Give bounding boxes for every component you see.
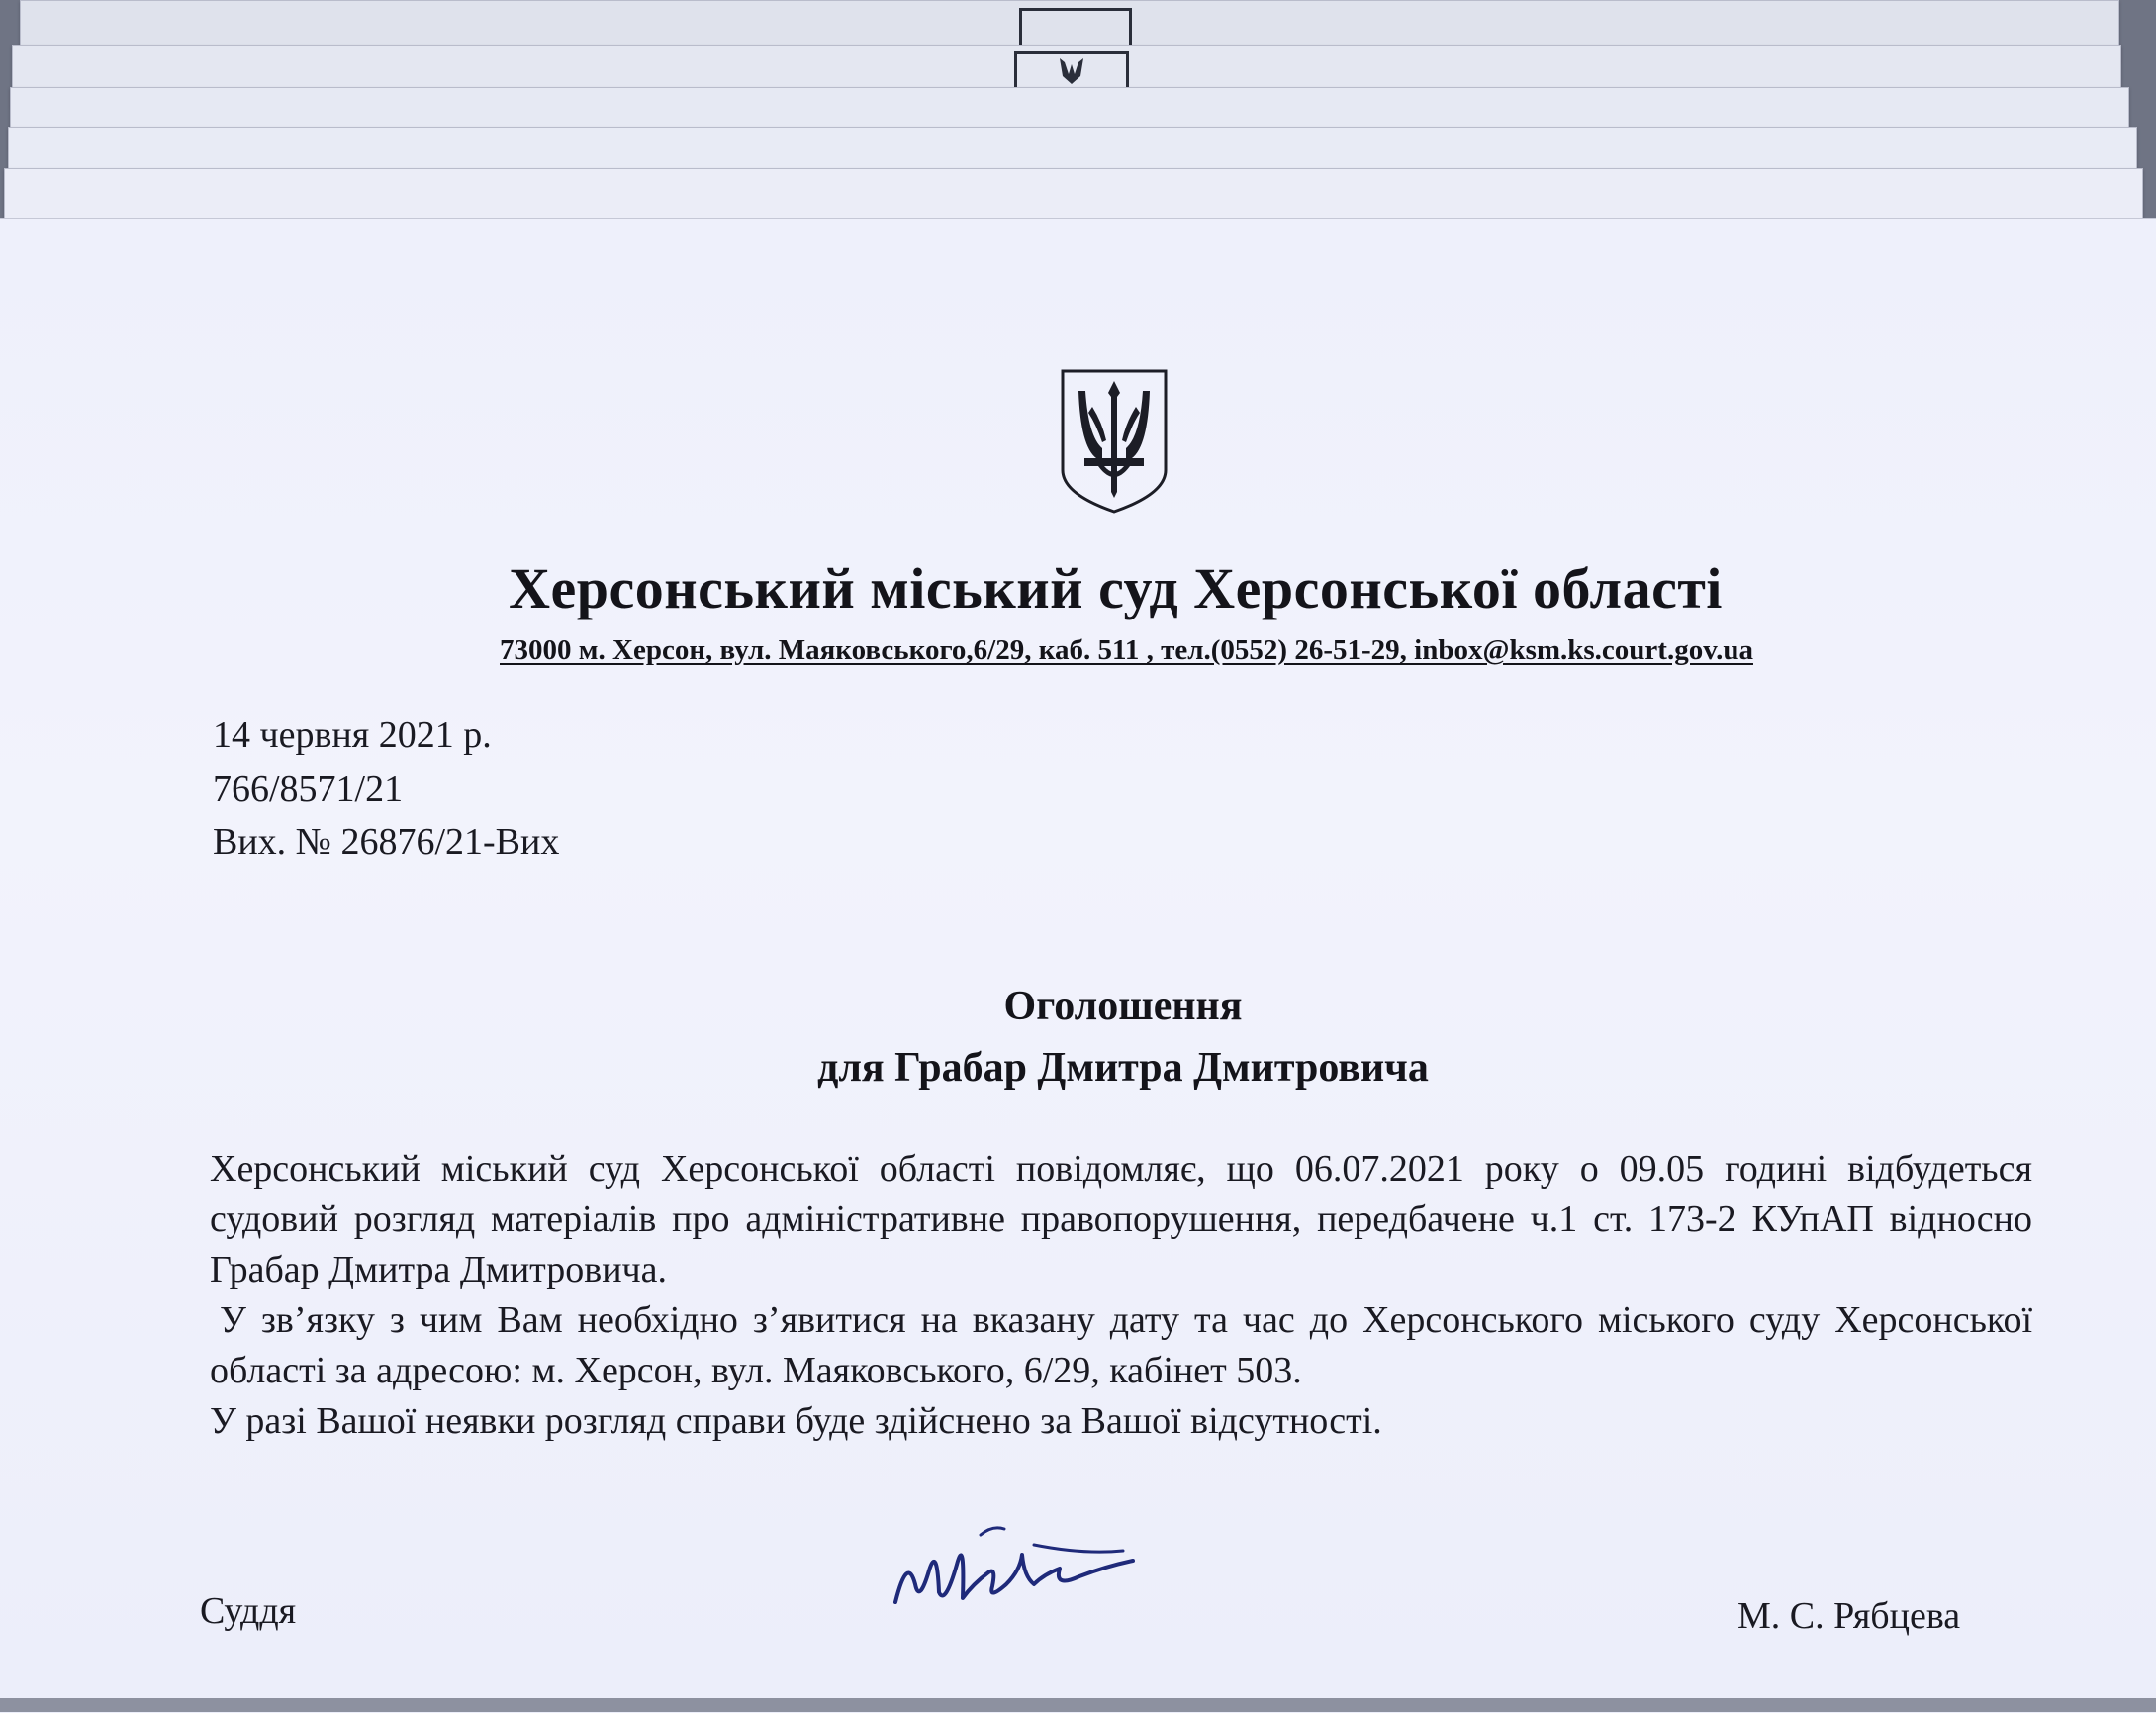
outgoing-number: Вих. № 26876/21-Вих bbox=[213, 821, 560, 863]
stacked-sheet-emblem-frame bbox=[1014, 51, 1129, 88]
court-notice-letter bbox=[0, 218, 2156, 1713]
judge-name: М. С. Рябцева bbox=[1737, 1595, 1961, 1637]
notice-heading bbox=[0, 976, 2156, 1098]
notice-body bbox=[210, 1144, 2032, 1447]
body-paragraph: У зв’язку з чим Вам необхідно з’явитися на вказану дату та час до Херсонського міського суду Херсонської області за адресою: м. Херсон, вул. Маяковського, 6/29, кабінет 503. bbox=[210, 1299, 2032, 1391]
body-paragraph: У разі Вашої неявки розгляд справи буде здійснено за Вашої відсутності. bbox=[210, 1400, 1382, 1442]
signature-role: Суддя bbox=[200, 1590, 297, 1632]
notice-recipient: для Грабар Дмитра Дмитровича bbox=[817, 1045, 1429, 1091]
trident-icon bbox=[1057, 56, 1086, 86]
handwritten-signature-icon bbox=[886, 1515, 1143, 1624]
notice-title: Оголошення bbox=[1003, 984, 1243, 1029]
court-name-heading: Херсонський міський суд Херсонської області bbox=[509, 556, 1723, 620]
body-paragraph: Херсонський міський суд Херсонської області повідомляє, що 06.07.2021 року о 09.05 годині відбудеться судовий розгляд матеріалів про адміністративне правопорушення, передбачене ч.1 ст. 173-2 КУпАП відносно Грабар Дмитра Дмитровича. bbox=[210, 1148, 2032, 1290]
surface-edge bbox=[0, 1698, 2156, 1712]
trident-coat-of-arms-icon bbox=[1059, 367, 1170, 516]
letter-metadata bbox=[213, 709, 559, 869]
court-address-line: 73000 м. Херсон, вул. Маяковського,6/29, каб. 511 , тел.(0552) 26-51-29, inbox@ksm.ks.court.gov.ua bbox=[500, 634, 1753, 666]
case-number: 766/8571/21 bbox=[213, 768, 404, 809]
letter-date: 14 червня 2021 р. bbox=[213, 714, 492, 756]
